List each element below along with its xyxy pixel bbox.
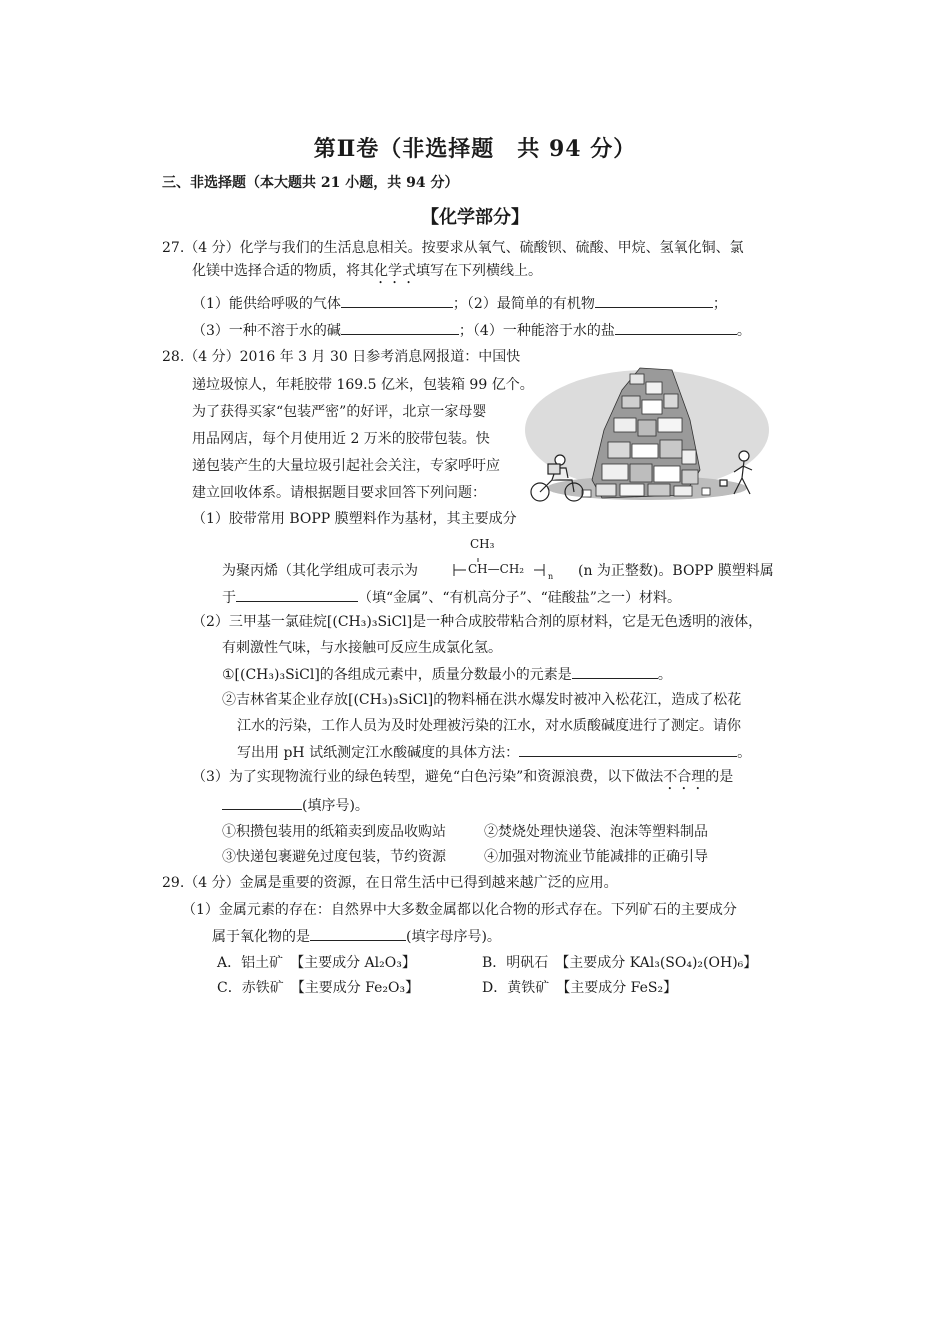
q28-sub2-line5: 江水的污染，工作人员为及时处理被污染的江水，对水质酸碱度进行了测定。请你 — [237, 718, 741, 734]
answer-blank-8[interactable] — [222, 795, 302, 810]
q28-sub1-line2b: (n 为正整数)。BOPP 膜塑料属 — [578, 563, 774, 579]
q28-sub2-line6: 写出用 pH 试纸测定江水酸碱度的具体方法： 。 — [237, 742, 751, 763]
answer-blank-3[interactable] — [341, 320, 459, 335]
q28-sub3-line1: （3）为了实现物流行业的绿色转型，避免“白色污染”和资源浪费，以下做法不合理的是 — [192, 769, 734, 785]
q29-number: 29.（4 分） — [162, 875, 240, 891]
q29-option-b: B．明矾石 【主要成分 KAl₃(SO₄)₂(OH)₆】 — [482, 955, 758, 971]
q29-line1: 29.（4 分）金属是重要的资源，在日常生活中已得到越来越广泛的应用。 — [162, 875, 618, 891]
q28-line5: 递包装产生的大量垃圾引起社会关注，专家呼吁应 — [192, 458, 500, 474]
q28-sub2-line2: 有刺激性气味，与水接触可反应生成氯化氢。 — [222, 640, 502, 656]
q27-line2: 化镁中选择合适的物质，将其化学式填写在下列横线上。 — [192, 263, 542, 279]
answer-blank-6[interactable] — [572, 664, 658, 679]
q27-line1: 27.（4 分）化学与我们的生活息息相关。按要求从氧气、硫酸钡、硫酸、甲烷、氢氧化铜、氯 — [162, 240, 744, 256]
q27-number: 27.（4 分） — [162, 240, 240, 256]
q28-line6: 建立回收体系。请根据题目要求回答下列问题： — [192, 485, 486, 501]
answer-blank-4[interactable] — [615, 320, 737, 335]
q28-sub1-line1: （1）胶带常用 BOPP 膜塑料作为基材，其主要成分 — [192, 511, 517, 527]
formula-ch3: CH₃ — [470, 537, 495, 551]
q28-line3: 为了获得买家“包装严密”的好评，北京一家母婴 — [192, 404, 487, 420]
q29-option-a: A．铝土矿 【主要成分 Al₂O₃】 — [217, 955, 416, 971]
q28-sub3-line2: (填序号)。 — [222, 795, 369, 816]
answer-blank-2[interactable] — [595, 293, 713, 308]
package-pile-illustration — [522, 360, 772, 510]
q28-option-4: ④加强对物流业节能减排的正确引导 — [484, 849, 708, 865]
q29-sub1-line1: （1）金属元素的存在：自然界中大多数金属都以化合物的形式存在。下列矿石的主要成分 — [182, 902, 737, 918]
answer-blank-5[interactable] — [236, 587, 358, 602]
q29-option-c: C．赤铁矿 【主要成分 Fe₂O₃】 — [217, 980, 420, 996]
q28-sub2-line3: ①[(CH₃)₃SiCl]的各组成元素中，质量分数最小的元素是 。 — [222, 664, 672, 685]
q28-sub2-line1: （2）三甲基一氯硅烷[(CH₃)₃SiCl]是一种合成胶带粘合剂的原材料，它是无色透明的液体， — [192, 614, 763, 630]
q28-option-3: ③快递包裹避免过度包装，节约资源 — [222, 849, 446, 865]
q28-line2: 递垃圾惊人，年耗胶带 169.5 亿米，包装箱 99 亿个。 — [192, 377, 534, 393]
section-heading: 三、非选择题（本大题共 21 小题，共 94 分） — [162, 175, 459, 191]
paper-title: 第Ⅱ卷（非选择题 共 94 分） — [313, 136, 637, 162]
answer-blank-7[interactable] — [519, 742, 737, 757]
q29-option-d: D．黄铁矿 【主要成分 FeS₂】 — [482, 980, 678, 996]
answer-blank-1[interactable] — [341, 293, 453, 308]
q28-line4: 用品网店，每个月使用近 2 万米的胶带包装。快 — [192, 431, 490, 447]
q28-sub1-line3: 于 （填“金属”、“有机高分子”、“硅酸盐”之一）材料。 — [222, 587, 681, 608]
part-heading: 【化学部分】 — [421, 207, 529, 228]
q28-sub2-line4: ②吉林省某企业存放[(CH₃)₃SiCl]的物料桶在洪水爆发时被冲入松花江，造成了松花 — [222, 692, 742, 708]
q28-option-1: ①积攒包装用的纸箱卖到废品收购站 — [222, 824, 446, 840]
answer-blank-9[interactable] — [310, 926, 406, 941]
q27-line3: （1）能供给呼吸的气体 ；（2）最简单的有机物 ； — [192, 293, 727, 314]
q28-number: 28.（4 分） — [162, 349, 240, 365]
q29-sub1-line2: 属于氧化物的是 (填字母序号)。 — [212, 926, 501, 947]
q27-line4: （3）一种不溶于水的碱 ；（4）一种能溶于水的盐 。 — [192, 320, 751, 341]
q28-line1: 28.（4 分）2016 年 3 月 30 日参考消息网报道：中国快 — [162, 349, 521, 365]
polypropylene-formula: CH—CH₂ n — [448, 558, 560, 582]
q28-option-2: ②焚烧处理快递袋、泡沫等塑料制品 — [484, 824, 708, 840]
q28-sub1-line2: 为聚丙烯（其化学组成可表示为 — [222, 563, 418, 579]
